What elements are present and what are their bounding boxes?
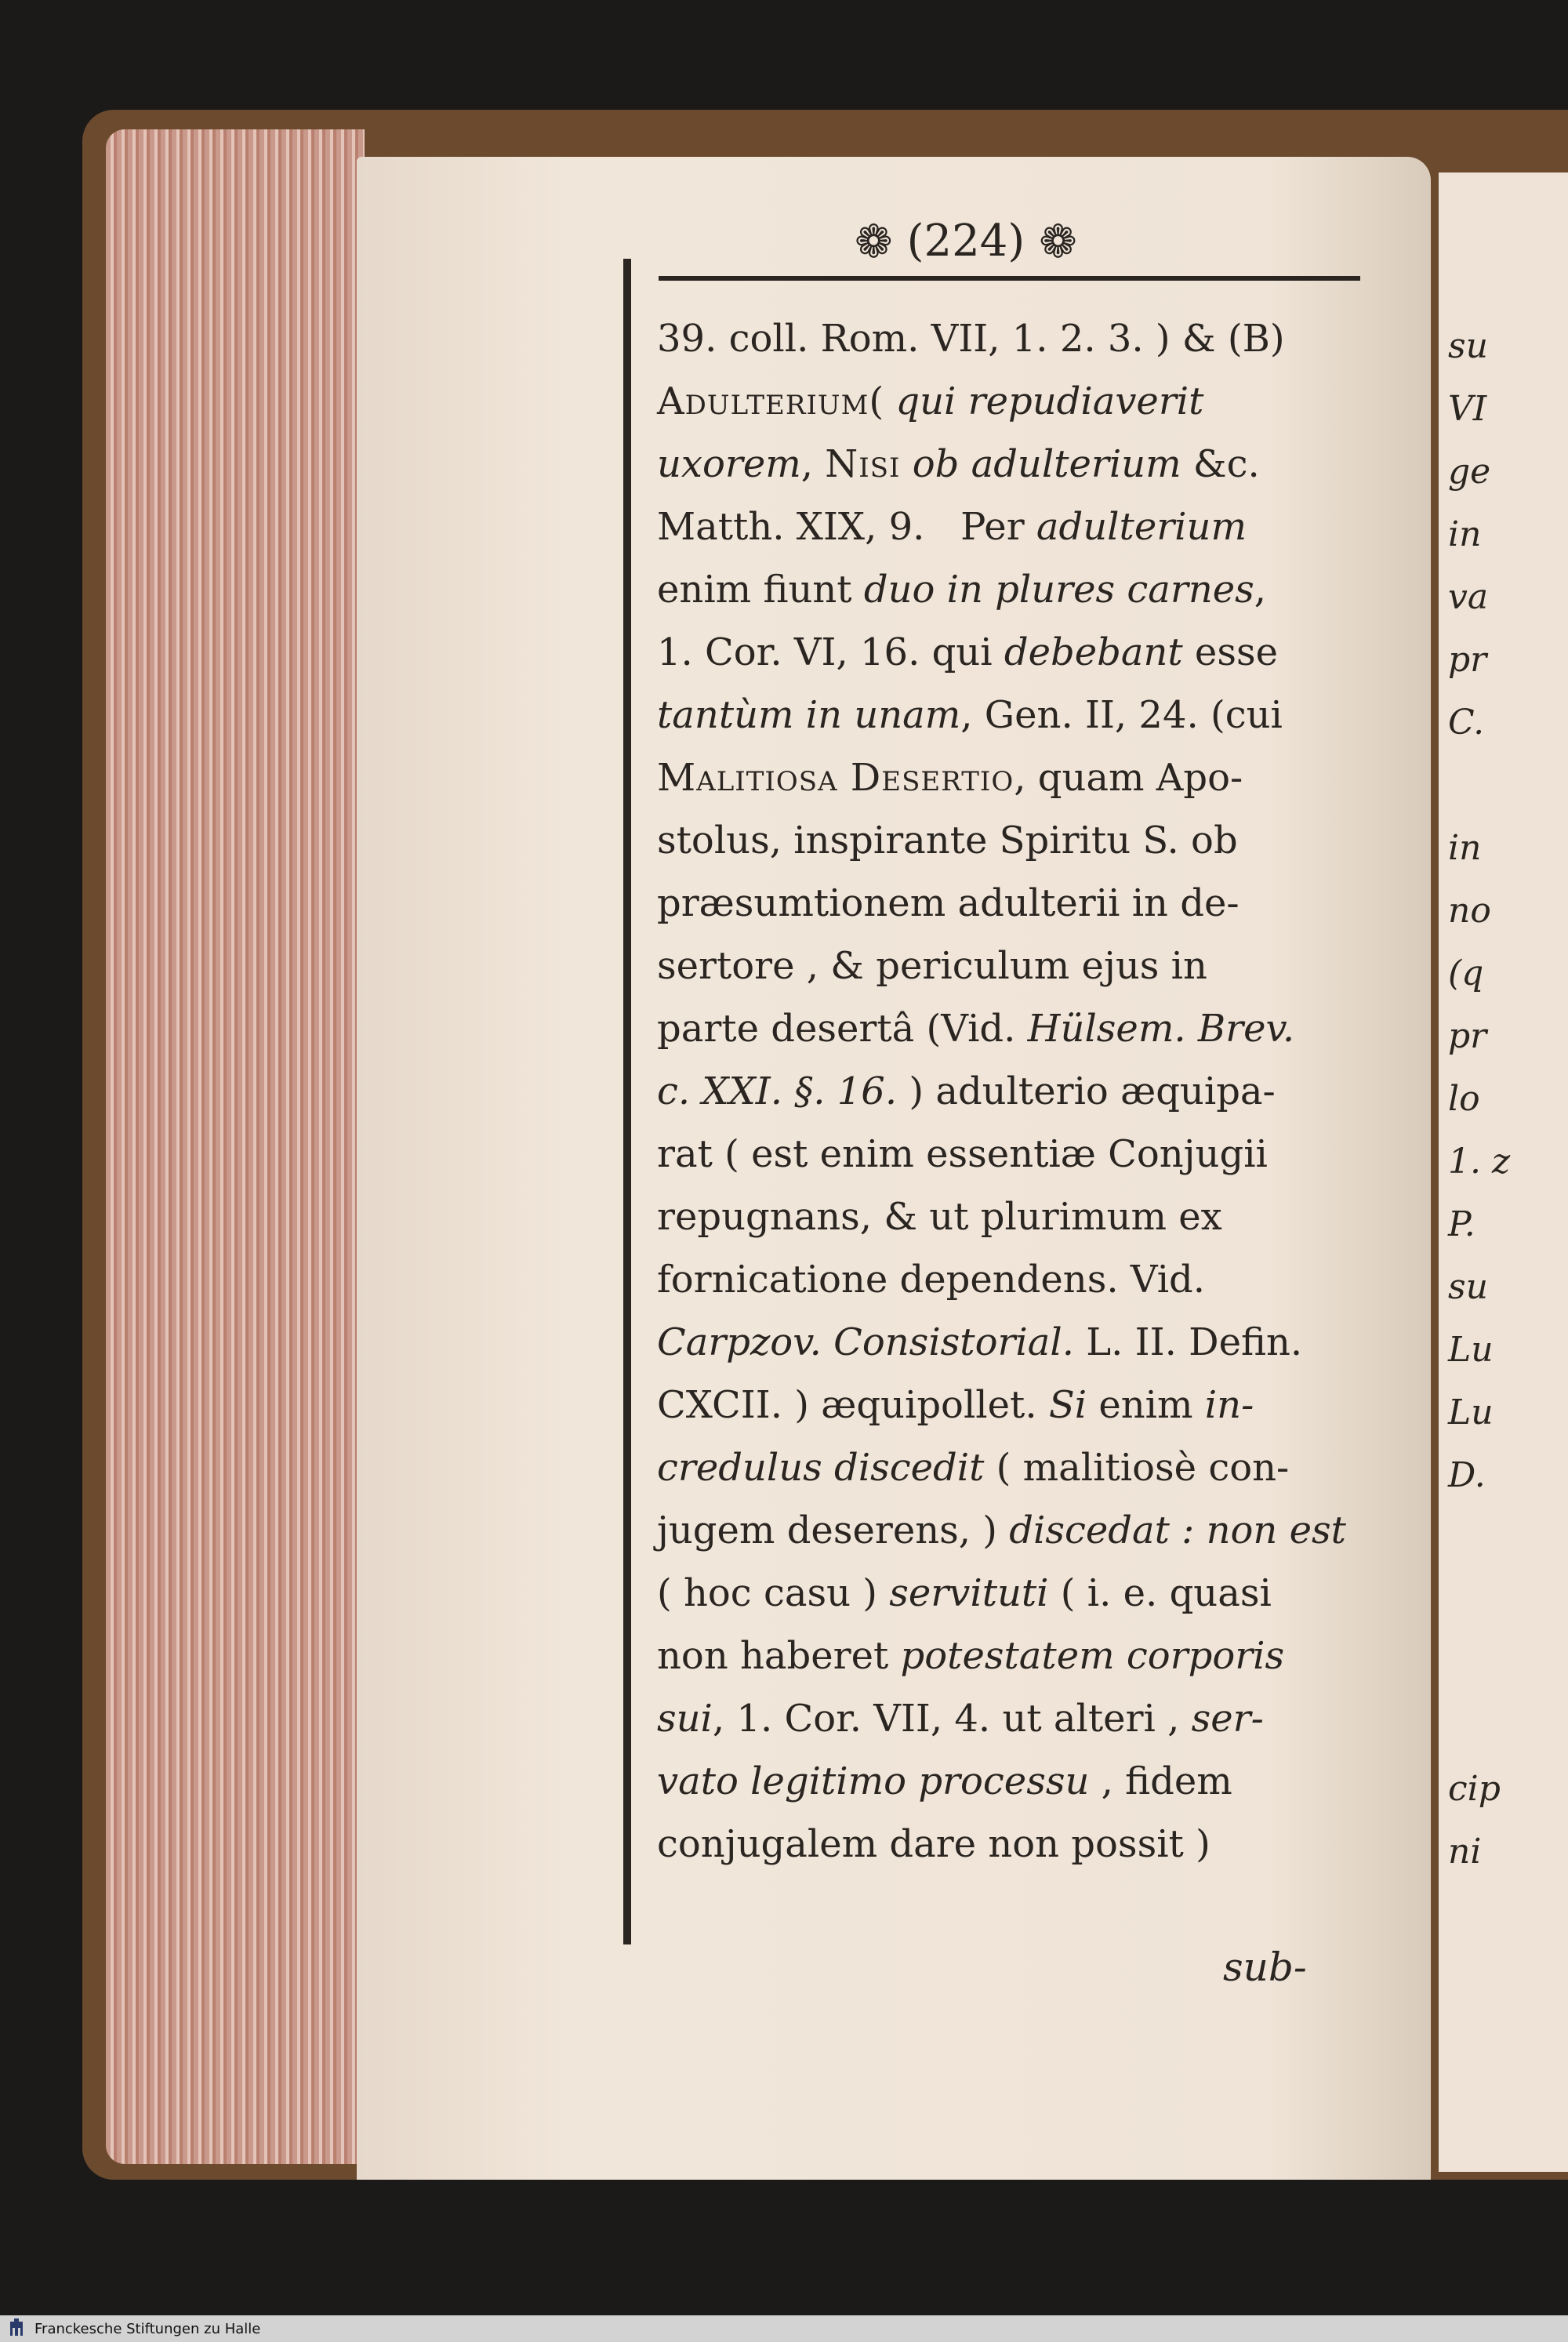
text-line-content — [657, 1186, 1222, 1248]
text-segment: adulterium — [1036, 505, 1247, 549]
text-line — [657, 1562, 1363, 1625]
text-line — [657, 1499, 1363, 1562]
text-segment: discedat : non est — [1009, 1509, 1346, 1552]
text-segment: ( — [869, 379, 896, 423]
text-segment: duo in plures carnes — [863, 568, 1254, 612]
text-segment: enim fiunt — [657, 568, 864, 612]
text-segment: non haberet — [657, 1634, 901, 1678]
text-line — [657, 621, 1363, 684]
text-segment: enim — [1087, 1383, 1205, 1427]
text-segment: , quam Apo- — [1014, 756, 1243, 800]
text-line — [657, 935, 1363, 997]
next-page-fragment: Lu — [1448, 1392, 1494, 1432]
text-segment: L. II. Defin. — [1074, 1320, 1303, 1364]
text-segment: potestatem corporis — [900, 1634, 1285, 1678]
text-segment: rat ( est enim essentiæ Conjugii — [657, 1132, 1268, 1176]
text-segment: ) adulterio æquipa- — [897, 1069, 1276, 1113]
text-segment: , 1. Cor. VII, 4. ut alteri , — [712, 1697, 1192, 1741]
text-line-content — [657, 1625, 1284, 1687]
text-line-content — [657, 496, 1247, 558]
text-line-content — [657, 1311, 1302, 1374]
text-line — [657, 997, 1363, 1060]
text-segment: Si — [1048, 1383, 1087, 1427]
text-line-content — [657, 307, 1285, 370]
text-segment: , Gen. II, 24. (cui — [960, 693, 1283, 737]
text-line — [657, 1625, 1363, 1687]
text-segment: ob adulterium — [912, 442, 1181, 486]
next-page-fragment: pr — [1448, 1016, 1487, 1056]
next-page-fragment: VI — [1448, 389, 1487, 429]
text-segment: , — [800, 442, 826, 486]
text-line-content — [657, 997, 1294, 1060]
text-segment: debebant — [1004, 630, 1183, 674]
text-line-content — [657, 1562, 1272, 1625]
text-line — [657, 1436, 1363, 1499]
text-line — [657, 1123, 1363, 1186]
text-line-content — [657, 621, 1278, 684]
next-page-strip — [1439, 172, 1568, 2172]
next-page-fragment: 1. z — [1448, 1142, 1511, 1182]
text-segment: repugnans, & ut plurimum ex — [657, 1195, 1222, 1239]
next-page-fragment: (q — [1448, 953, 1484, 993]
text-line-content — [657, 370, 1203, 433]
text-segment: qui repudiaverit — [895, 379, 1204, 423]
catchword: sub- — [1223, 1944, 1307, 1990]
text-segment: conjugalem dare non possit ) — [657, 1822, 1210, 1866]
text-line — [657, 1311, 1363, 1374]
text-segment: ( malitiosè con- — [984, 1446, 1290, 1490]
footer-credit: Franckesche Stiftungen zu Halle — [34, 2320, 261, 2337]
next-page-fragment: P. — [1448, 1204, 1475, 1244]
text-line-content — [657, 1374, 1254, 1436]
text-segment: 39. coll. Rom. VII, 1. 2. 3. ) & (B) — [657, 317, 1285, 361]
text-segment — [900, 433, 912, 496]
text-line — [657, 370, 1363, 433]
text-line — [657, 1687, 1363, 1750]
text-segment: Adulterium — [657, 379, 869, 423]
page-header — [855, 210, 1077, 273]
text-line-content — [657, 935, 1207, 997]
page-number: (224) — [906, 216, 1025, 267]
text-line-content — [657, 684, 1283, 746]
ornament-right-icon: ❁ — [1039, 215, 1077, 268]
text-segment: 1. Cor. VI, 16. qui — [657, 630, 1004, 674]
text-segment: c. XXI. §. 16. — [657, 1069, 898, 1113]
text-line-content — [657, 1060, 1276, 1123]
next-page-fragment: su — [1448, 1267, 1488, 1307]
text-segment: ( i. e. quasi — [1048, 1571, 1272, 1615]
text-line-content — [657, 1687, 1264, 1750]
text-segment: sui — [657, 1697, 713, 1741]
text-line-content — [657, 746, 1243, 809]
next-page-fragment: su — [1448, 326, 1488, 366]
text-segment: &c. — [1181, 442, 1260, 486]
next-page-fragment: no — [1448, 891, 1491, 931]
next-page-fragment: ge — [1448, 452, 1491, 492]
next-page-fragment: Lu — [1448, 1330, 1494, 1370]
text-line-content — [657, 872, 1240, 935]
text-segment: credulus discedit — [657, 1446, 985, 1490]
text-line-content — [657, 1750, 1232, 1813]
next-page-fragment: lo — [1448, 1079, 1480, 1119]
text-line — [657, 684, 1363, 746]
text-segment: CXCII. ) æquipollet. — [657, 1383, 1049, 1427]
text-line — [657, 1374, 1363, 1436]
text-line — [657, 1248, 1363, 1311]
text-segment: vato legitimo processu — [657, 1759, 1090, 1803]
text-line-content — [657, 433, 1260, 496]
text-segment: Hülsem. Brev. — [1027, 1007, 1295, 1051]
text-segment: in- — [1204, 1383, 1254, 1427]
text-segment: uxorem — [657, 442, 801, 486]
text-line — [657, 872, 1363, 935]
text-segment: stolus, inspirante Spiritu S. ob — [657, 819, 1238, 862]
text-segment: ( hoc casu ) — [657, 1571, 890, 1615]
text-segment: parte desertâ (Vid. — [657, 1007, 1028, 1051]
text-line-content — [657, 1248, 1205, 1311]
next-page-fragment: C. — [1448, 703, 1485, 743]
institution-logo-icon — [8, 2318, 25, 2339]
text-segment: , fidem — [1089, 1759, 1232, 1803]
next-page-fragment: in — [1448, 514, 1482, 554]
margin-rule — [623, 259, 631, 1944]
text-segment: Carpzov. Consistorial. — [657, 1320, 1075, 1364]
text-line-content — [657, 1436, 1289, 1499]
text-segment: Matth. XIX, 9. Per — [657, 505, 1036, 549]
text-line — [657, 809, 1363, 872]
text-line — [657, 307, 1363, 370]
text-line — [657, 1060, 1363, 1123]
text-line-content — [657, 1123, 1268, 1186]
text-line-content — [657, 809, 1238, 872]
next-page-fragment: D. — [1448, 1455, 1486, 1495]
next-page-fragment: cip — [1448, 1769, 1501, 1809]
next-page-fragment: in — [1448, 828, 1482, 868]
text-line-content — [657, 558, 1266, 621]
footer-bar — [0, 2315, 1568, 2342]
text-segment: Malitiosa Desertio — [657, 756, 1014, 800]
next-page-fragment: ni — [1448, 1832, 1482, 1872]
text-segment: Nisi — [825, 442, 901, 486]
text-line — [657, 1750, 1363, 1813]
header-rule — [659, 276, 1360, 281]
text-line — [657, 1813, 1363, 1875]
text-line — [657, 496, 1363, 558]
text-line — [657, 558, 1363, 621]
text-segment: jugem deserens, ) — [657, 1509, 1010, 1552]
ornament-left-icon: ❁ — [855, 215, 893, 268]
text-segment: esse — [1182, 630, 1279, 674]
text-segment: servituti — [889, 1571, 1049, 1615]
text-line-content — [657, 1499, 1346, 1562]
text-segment: præsumtionem adulterii in de- — [657, 881, 1240, 925]
text-segment: tantùm in unam — [657, 693, 961, 737]
text-segment: ser- — [1191, 1697, 1264, 1741]
page-edges — [106, 129, 365, 2164]
text-segment: sertore , & periculum ejus in — [657, 944, 1207, 988]
text-segment: fornicatione dependens. Vid. — [657, 1258, 1206, 1302]
text-segment: , — [1254, 568, 1267, 612]
text-line — [657, 433, 1363, 496]
text-line-content — [657, 1813, 1210, 1875]
text-line — [657, 1186, 1363, 1248]
text-line — [657, 746, 1363, 809]
text-block — [657, 307, 1363, 1875]
next-page-fragment: va — [1448, 577, 1489, 617]
next-page-fragment: pr — [1448, 640, 1487, 680]
